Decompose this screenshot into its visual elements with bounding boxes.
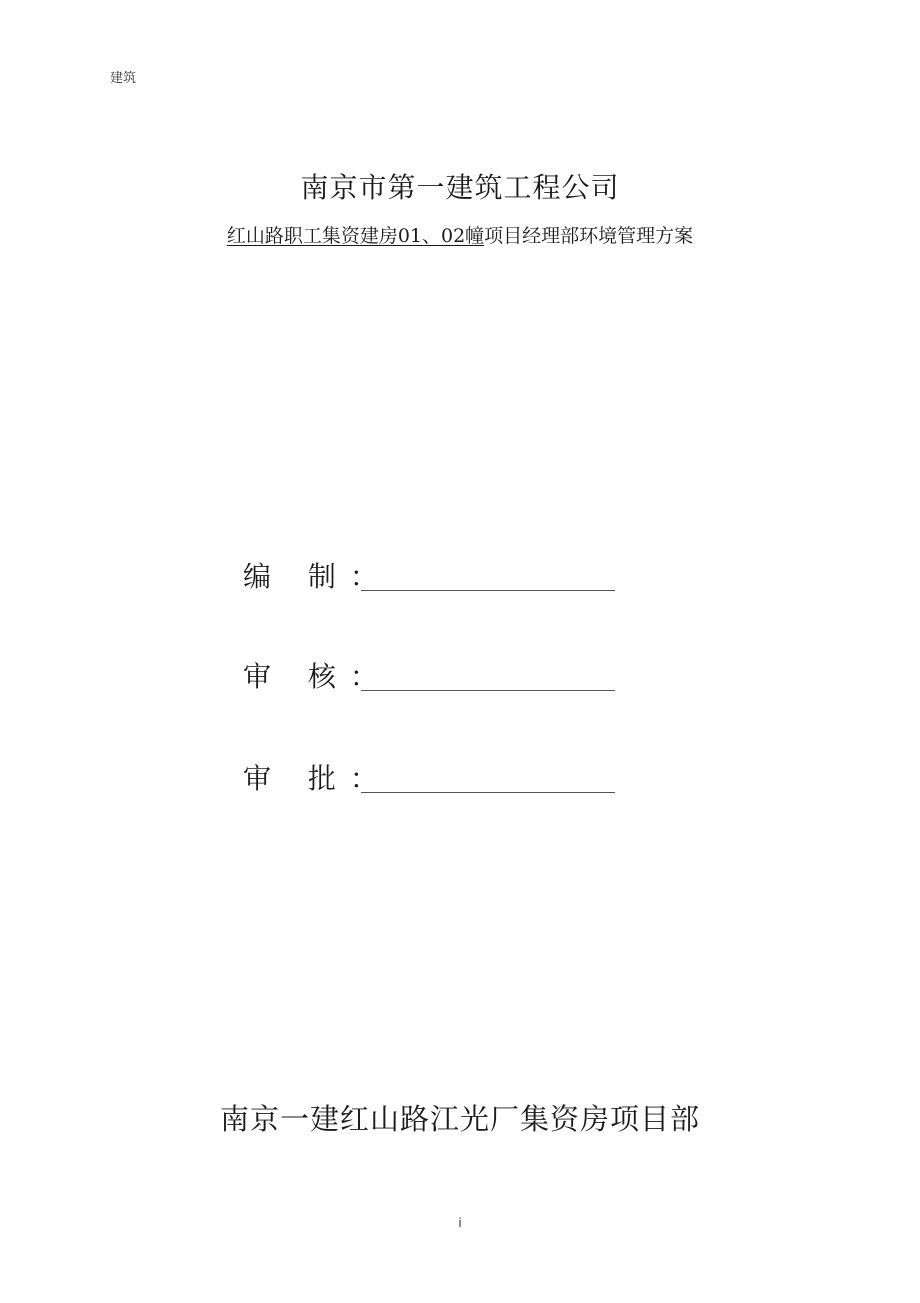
- signature-row-compile: [243, 559, 643, 599]
- company-title: 南京市第一建筑工程公司: [300, 171, 620, 204]
- signature-row-approve: [243, 761, 643, 801]
- header-note: 建筑: [110, 71, 137, 86]
- compile-signature-line: [361, 590, 615, 591]
- signature-row-review: [243, 659, 643, 699]
- approve-signature-line: [361, 792, 615, 793]
- issuing-organization: 南京一建红山路江光厂集资房项目部: [219, 1102, 700, 1136]
- subtitle-project-name: 红山路职工集资建房01、02幢: [226, 225, 485, 247]
- compile-label: 编 制：: [243, 560, 392, 593]
- subtitle-plan-name: 项目经理部环境管理方案: [484, 225, 694, 247]
- review-label: 审 核：: [243, 660, 392, 693]
- approve-label: 审 批：: [243, 762, 392, 795]
- document-subtitle: [0, 223, 920, 249]
- page-number: i: [458, 1216, 462, 1230]
- review-signature-line: [361, 690, 615, 691]
